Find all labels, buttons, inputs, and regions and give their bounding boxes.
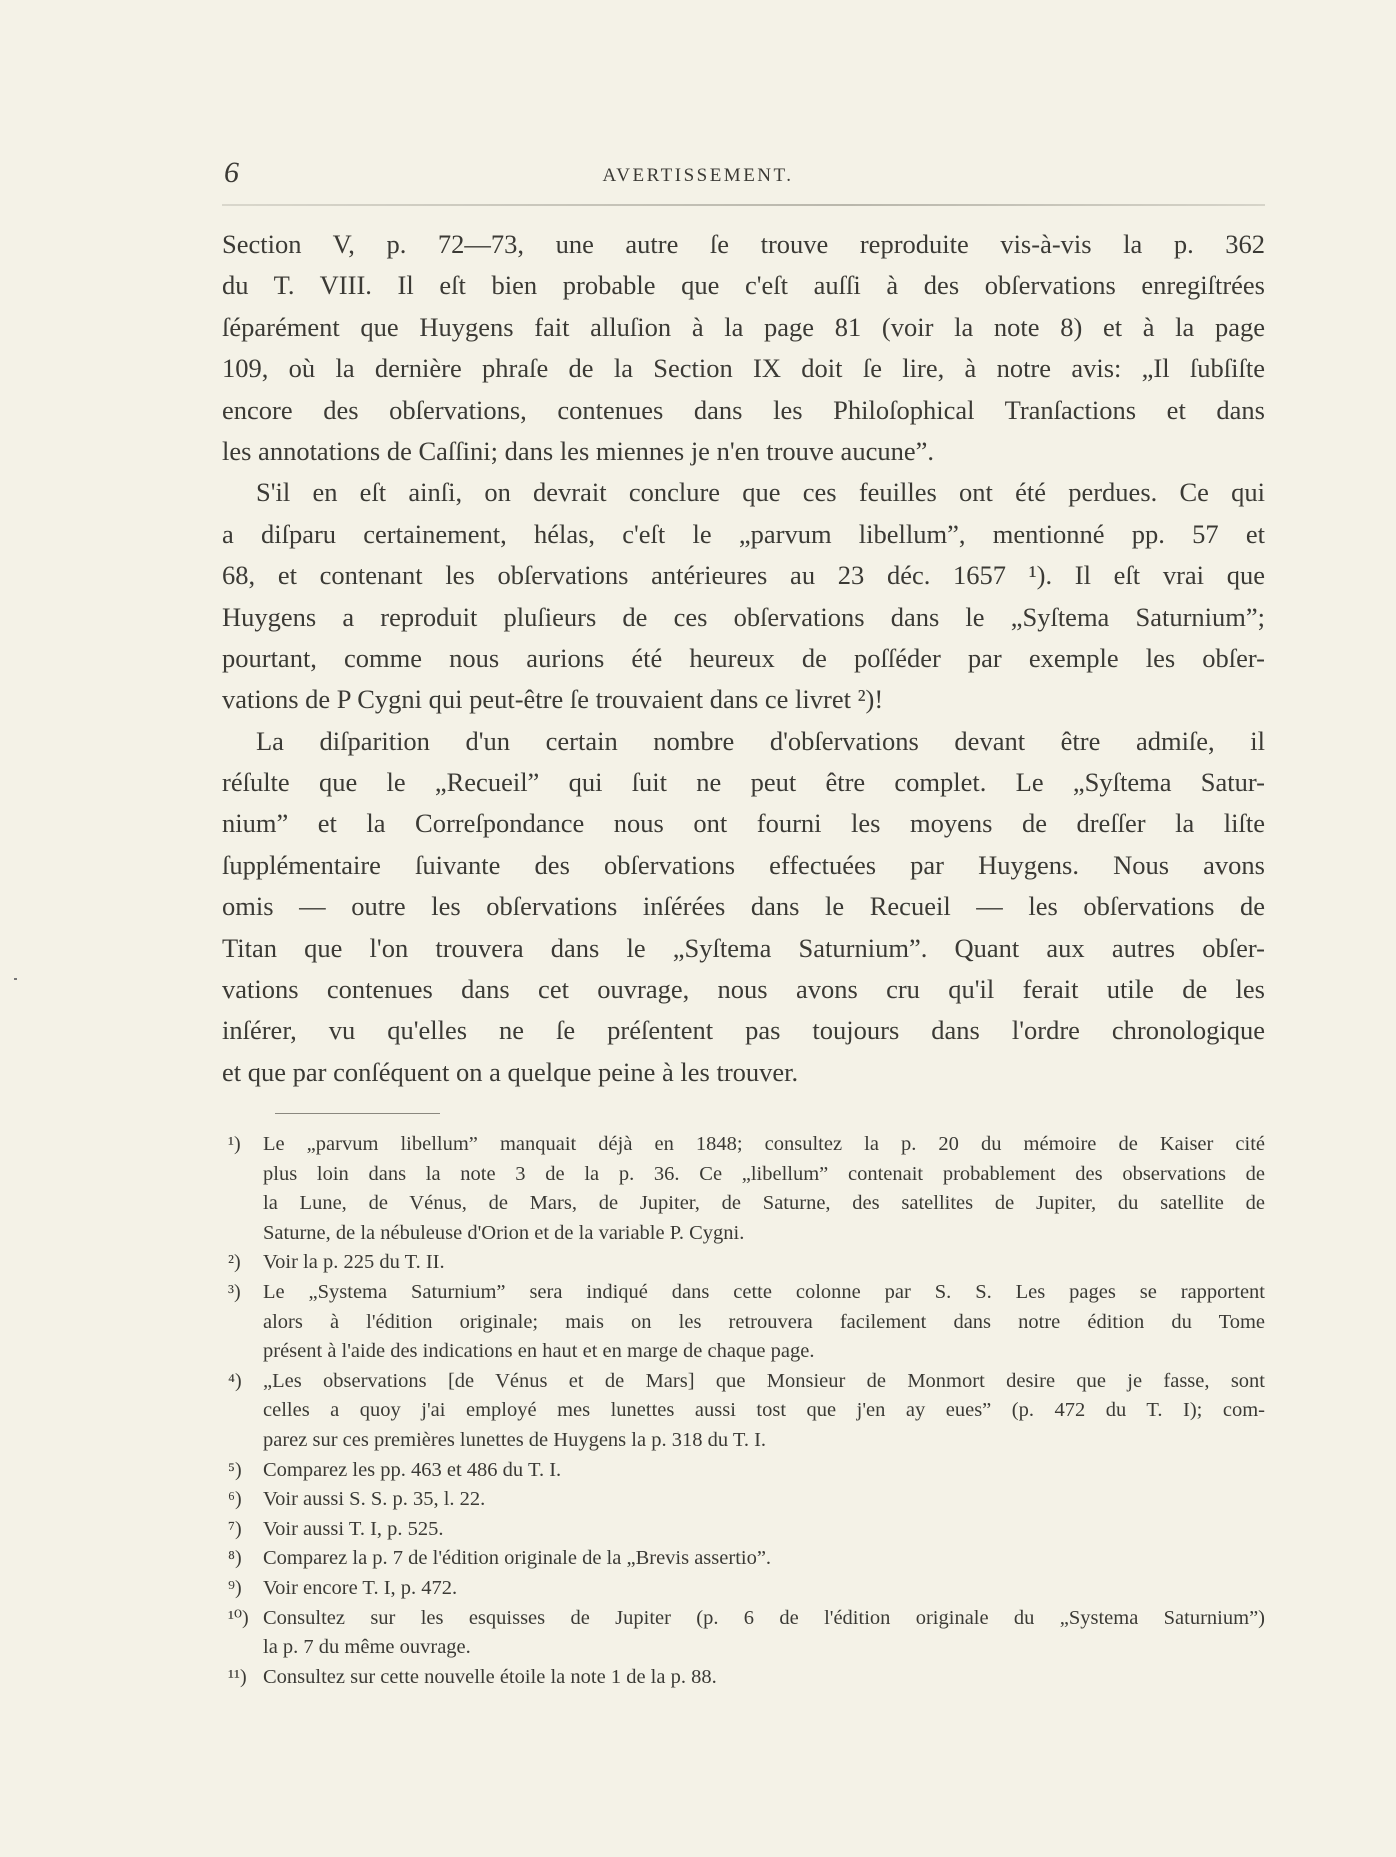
footnote-line: Voir la p. 225 du T. II. xyxy=(263,1251,445,1274)
running-title: AVERTISSEMENT. xyxy=(602,165,794,186)
body-text xyxy=(222,224,1265,1093)
footnote-marker: ¹⁰) xyxy=(228,1606,249,1629)
footnote-line: Voir aussi T. I, p. 525. xyxy=(263,1517,444,1540)
footnote xyxy=(228,1130,1265,1248)
paragraph-line: Titan que l'on trouvera dans le „Syſtema Saturnium”. Quant aux autres obſer- xyxy=(222,932,1265,963)
paragraph-line: La diſparition d'un certain nombre d'obſervations devant être admiſe, il xyxy=(256,725,1265,756)
footnote-separator xyxy=(275,1113,440,1114)
paragraph-line: vations de P Cygni qui peut-être ſe trouvaient dans ce livret ²)! xyxy=(222,684,884,715)
paragraph-line: 109, où la dernière phraſe de la Section IX doit ſe lire, à notre avis: „Il ſubſiſte xyxy=(222,353,1265,384)
footnote-marker: ²) xyxy=(228,1251,241,1274)
footnote xyxy=(228,1485,1265,1515)
paragraph-line: et que par conſéquent on a quelque peine à les trouver. xyxy=(222,1056,799,1087)
footnote-line: Consultez sur les esquisses de Jupiter (p. 6 de l'édition originale du „Systema Saturnium”) xyxy=(263,1606,1265,1629)
paragraph-line: vations contenues dans cet ouvrage, nous avons cru qu'il ferait utile de les xyxy=(222,974,1265,1005)
footnote-marker: ⁶) xyxy=(228,1488,242,1511)
footnote-line: la Lune, de Vénus, de Mars, de Jupiter, de Saturne, des satellites de Jupiter, du satellite de xyxy=(263,1192,1265,1215)
footnote xyxy=(228,1367,1265,1456)
paragraph-line: encore des obſervations, contenues dans les Philoſophical Tranſactions et dans xyxy=(222,394,1265,425)
footnotes xyxy=(228,1130,1265,1692)
footnote-line: Voir aussi S. S. p. 35, l. 22. xyxy=(263,1488,486,1511)
footnote-marker: ⁵) xyxy=(228,1458,242,1481)
footnote-line: alors à l'édition originale; mais on les retrouvera facilement dans notre édition du Tome xyxy=(263,1310,1265,1333)
footnote-line: Consultez sur cette nouvelle étoile la note 1 de la p. 88. xyxy=(263,1665,717,1688)
footnote-line: plus loin dans la note 3 de la p. 36. Ce „libellum” contenait probablement des observations de xyxy=(263,1162,1265,1185)
paragraph-line: a diſparu certainement, hélas, c'eſt le „parvum libellum”, mentionné pp. 57 et xyxy=(222,518,1265,549)
footnote xyxy=(228,1278,1265,1367)
footnote xyxy=(228,1574,1265,1604)
paragraph-line: réſulte que le „Recueil” qui ſuit ne peut être complet. Le „Syſtema Satur- xyxy=(222,767,1265,798)
footnote-marker: ⁷) xyxy=(228,1517,242,1540)
footnote-marker: ⁹) xyxy=(228,1576,242,1599)
footnote-marker: ⁴) xyxy=(228,1369,242,1392)
footnote-line: celles a quoy j'ai employé mes lunettes aussi tost que j'en ay eues” (p. 472 du T. I); com- xyxy=(263,1399,1265,1422)
paragraph-line: ſupplémentaire ſuivante des obſervations effectuées par Huygens. Nous avons xyxy=(222,849,1265,880)
footnote-line: présent à l'aide des indications en haut et en marge de chaque page. xyxy=(263,1340,815,1363)
footnote-line: Voir encore T. I, p. 472. xyxy=(263,1576,458,1599)
footnote xyxy=(228,1544,1265,1574)
scan-speck xyxy=(14,978,17,980)
footnote-marker: ⁸) xyxy=(228,1547,242,1570)
paragraph-line: nium” et la Correſpondance nous ont fourni les moyens de dreſſer la liſte xyxy=(222,808,1265,839)
footnote xyxy=(228,1456,1265,1486)
paragraph-line: inſérer, vu qu'elles ne ſe préſentent pas toujours dans l'ordre chronologique xyxy=(222,1015,1265,1046)
footnote-line: Comparez les pp. 463 et 486 du T. I. xyxy=(263,1458,562,1481)
paragraph-line: Huygens a reproduit pluſieurs de ces obſervations dans le „Syſtema Saturnium”; xyxy=(222,601,1265,632)
footnote-line: Le „parvum libellum” manquait déjà en 1848; consultez la p. 20 du mémoire de Kaiser cité xyxy=(263,1133,1265,1155)
paragraph-line: les annotations de Caſſini; dans les miennes je n'en trouve aucune”. xyxy=(222,435,934,466)
page-number: 6 xyxy=(224,156,239,189)
footnote-line: Saturne, de la nébuleuse d'Orion et de la variable P. Cygni. xyxy=(263,1221,745,1244)
paragraph-line: ſéparément que Huygens fait alluſion à la page 81 (voir la note 8) et à la page xyxy=(222,311,1265,342)
footnote-line: la p. 7 du même ouvrage. xyxy=(263,1636,471,1659)
footnote xyxy=(228,1248,1265,1278)
footnote-marker: ³) xyxy=(228,1280,241,1303)
paragraph-line: omis — outre les obſervations inſérées dans le Recueil — les obſervations de xyxy=(222,891,1265,922)
footnote xyxy=(228,1604,1265,1663)
header-rule xyxy=(222,204,1265,206)
footnote-marker: ¹¹) xyxy=(228,1665,247,1688)
paragraph-line: 68, et contenant les obſervations antérieures au 23 déc. 1657 ¹). Il eſt vrai que xyxy=(222,560,1265,591)
footnote-line: „Les observations [de Vénus et de Mars] que Monsieur de Monmort desire que je fasse, sont xyxy=(263,1369,1265,1392)
paragraph-line: pourtant, comme nous aurions été heureux de poſſéder par exemple les obſer- xyxy=(222,642,1265,673)
paragraph-line: S'il en eſt ainſi, on devrait conclure que ces feuilles ont été perdues. Ce qui xyxy=(256,477,1265,508)
footnote-line: Comparez la p. 7 de l'édition originale de la „Brevis assertio”. xyxy=(263,1547,772,1570)
paragraph-line: Section V, p. 72—73, une autre ſe trouve reproduite vis-à-vis la p. 362 xyxy=(222,229,1265,259)
footnote xyxy=(228,1515,1265,1545)
footnote xyxy=(228,1663,1265,1693)
footnote-line: Le „Systema Saturnium” sera indiqué dans cette colonne par S. S. Les pages se rapportent xyxy=(263,1280,1265,1303)
footnote-marker: ¹) xyxy=(228,1133,241,1155)
footnote-line: parez sur ces premières lunettes de Huygens la p. 318 du T. I. xyxy=(263,1428,767,1451)
paragraph-line: du T. VIII. Il eſt bien probable que c'eſt auſſi à des obſervations enregiſtrées xyxy=(222,270,1265,301)
